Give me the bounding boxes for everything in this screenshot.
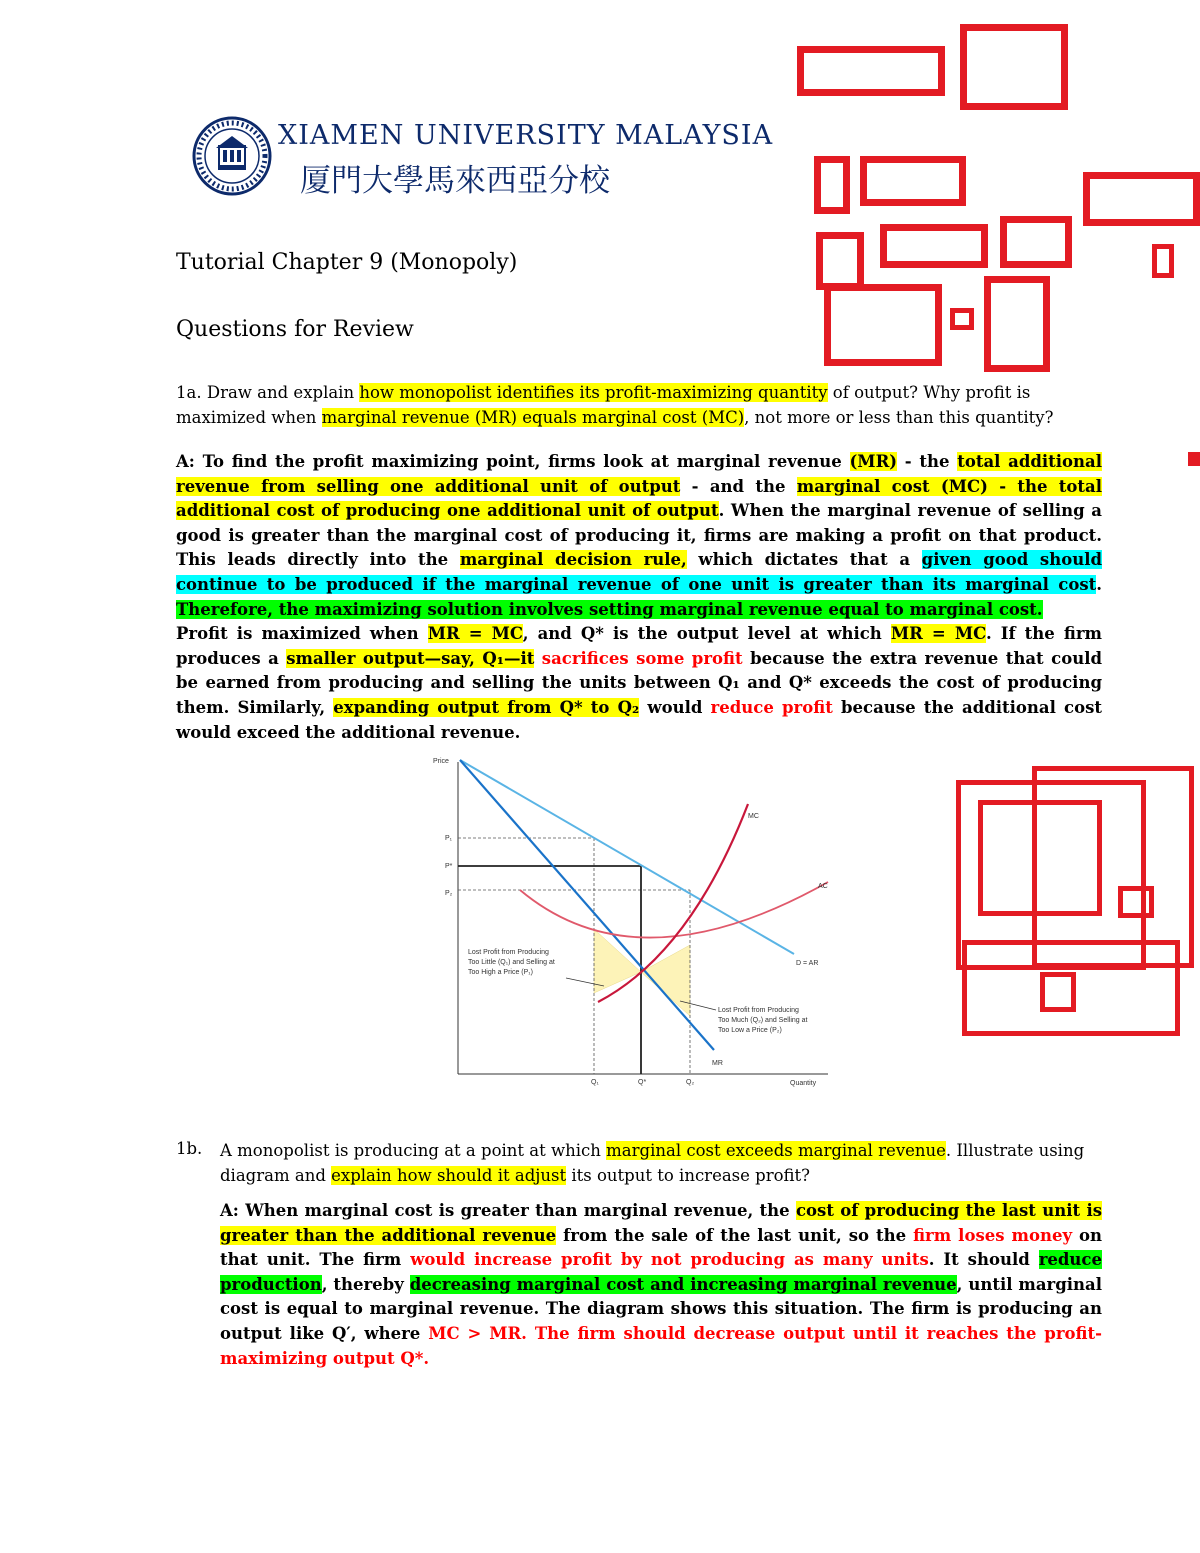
decor-frame [984, 276, 1050, 372]
highlight: how monopolist identifies its profit-maximizing quantity [359, 383, 828, 402]
highlight: explain how should it adjust [331, 1165, 567, 1185]
answer-text: . [1096, 574, 1102, 594]
mc-label: MC [748, 813, 759, 820]
decor-frame [814, 156, 850, 214]
decor-frame [1118, 886, 1154, 918]
highlight: given good should continue to be produced if the marginal revenue of one unit is greater than its marginal cost [176, 550, 1102, 594]
answer-text: . When the marginal revenue of selling a good is greater than the marginal cost of producing it, firms are making a profit on that product. This leads directly into the [176, 501, 1102, 570]
x-axis-label: Quantity [790, 1080, 817, 1087]
university-seal-icon [192, 116, 272, 196]
q2-label: Q₂ [686, 1079, 695, 1086]
answer-text: - and the [680, 476, 797, 496]
highlight: expanding output from Q* to Q₂ [333, 697, 640, 717]
highlight: marginal cost (MC) - the total additional cost of producing one additional unit of output [176, 476, 1102, 521]
decor-frame [1040, 972, 1076, 1012]
mr-label: MR [712, 1060, 723, 1067]
answer-text: A: To find the profit maximizing point, firms look at marginal revenue [176, 452, 850, 471]
decor-frame [1000, 216, 1072, 268]
ac-label: AC [818, 883, 828, 890]
decor-frame [880, 224, 988, 268]
decor-frame [1152, 244, 1174, 278]
highlight: marginal cost exceeds marginal revenue [606, 1141, 946, 1160]
decor-frame [816, 232, 864, 290]
emphasis-red: firm loses money [913, 1225, 1073, 1245]
answer-text: because the additional cost would exceed the additional revenue. [176, 697, 1103, 742]
pstar-label: P* [445, 863, 453, 870]
question-1a [176, 381, 1102, 430]
answer-text [534, 649, 541, 668]
emphasis-red: would increase profit by not producing as many units [410, 1250, 929, 1270]
right-note-line3: Too Low a Price (P₂) [718, 1027, 782, 1034]
answer-text: , and Q* is the output level at which [522, 624, 891, 644]
left-note-line1: Lost Profit from Producing [468, 949, 549, 956]
demand-curve [460, 760, 794, 954]
question-text: its output to increase profit? [566, 1165, 811, 1185]
answer-text: because the extra revenue that could be earned from producing and selling the units between Q₁ and Q* exceeds the cost of producing them. Similarly, [176, 648, 1102, 717]
university-name-cn: 厦門大學馬來西亞分校 [300, 163, 610, 199]
highlight: MR = MC [427, 624, 523, 644]
answer-text: from the sale of the last unit, so the [556, 1225, 914, 1245]
demand-label: D = AR [796, 960, 819, 967]
decor-frame [950, 308, 974, 330]
highlight: marginal revenue (MR) equals marginal cost (MC) [321, 407, 745, 427]
answer-text: - the [897, 452, 958, 471]
emphasis-red: sacrifices some profit [541, 648, 743, 668]
highlight: reduce production [220, 1250, 1102, 1294]
question-text: A monopolist is producing at a point at which [220, 1141, 607, 1160]
answer-text: , until marginal cost is equal to marginal revenue. The diagram shows this situation. The firm is producing an output like Q′, where [220, 1274, 1102, 1343]
left-note-line3: Too High a Price (P₁) [468, 969, 533, 976]
decor-frame [824, 284, 942, 366]
answer-1b [220, 1199, 1102, 1371]
highlight: MR = MC [890, 624, 986, 644]
decor-frame [860, 156, 966, 206]
answer-text: would [639, 697, 711, 717]
answer-text: . If the firm produces a [176, 624, 1103, 668]
answer-1a [176, 450, 1102, 745]
highlight: decreasing marginal cost and increasing marginal revenue [409, 1274, 957, 1294]
left-note-line2: Too Little (Q₁) and Selling at [468, 959, 555, 966]
highlight: smaller output—say, Q₁—it [286, 648, 535, 668]
question-text: Draw and explain [206, 383, 360, 402]
emphasis-red: reduce profit [710, 697, 833, 717]
p2-label: P₂ [445, 890, 453, 897]
highlight: (MR) [849, 452, 898, 471]
q1-label: Q₁ [591, 1079, 599, 1086]
highlight: cost of producing the last unit is greater than the additional revenue [220, 1201, 1102, 1245]
university-name-en: XIAMEN UNIVERSITY MALAYSIA [278, 120, 774, 151]
highlight: Therefore, the maximizing solution involves setting marginal revenue equal to marginal cost. [176, 599, 1043, 619]
qstar-label: Q* [638, 1079, 647, 1086]
right-note-line2: Too Much (Q₂) and Selling at [718, 1017, 808, 1024]
decor-frame [1083, 172, 1200, 226]
question-number: 1b. [176, 1139, 203, 1158]
decor-frame [797, 46, 945, 96]
decor-square [1188, 452, 1200, 466]
section-heading: Questions for Review [176, 317, 414, 342]
highlight: total additional revenue from selling one additional unit of output [176, 452, 1103, 496]
question-1b [220, 1139, 1102, 1188]
answer-text: . It should [928, 1250, 1039, 1270]
monopoly-profit-diagram [428, 754, 848, 1094]
decor-frame [960, 24, 1068, 110]
page-title: Tutorial Chapter 9 (Monopoly) [176, 250, 518, 275]
decor-frame [978, 800, 1102, 916]
mr-curve [460, 760, 714, 1050]
question-number: 1a. [176, 383, 202, 402]
question-text: of output? Why profit is maximized when [176, 383, 1031, 427]
question-text: . Illustrate using diagram and [220, 1141, 1085, 1185]
question-text: , not more or less than this quantity? [744, 407, 1054, 427]
right-note-line1: Lost Profit from Producing [718, 1007, 799, 1014]
answer-text: A: When marginal cost is greater than marginal revenue, the [220, 1201, 796, 1220]
emphasis-red: MC > MR. The firm should decrease output until it reaches the profit-maximizing output Q*. [220, 1323, 1102, 1368]
lost-profit-area-right [641, 945, 690, 1016]
answer-text: Profit is maximized when [176, 624, 428, 644]
y-axis-label: Price [433, 758, 449, 765]
answer-text: , thereby [321, 1274, 410, 1294]
answer-text: which dictates that a [686, 550, 922, 570]
p1-label: P₁ [445, 835, 453, 842]
answer-text: on that unit. The firm [220, 1225, 1103, 1270]
highlight: marginal decision rule, [459, 550, 687, 570]
